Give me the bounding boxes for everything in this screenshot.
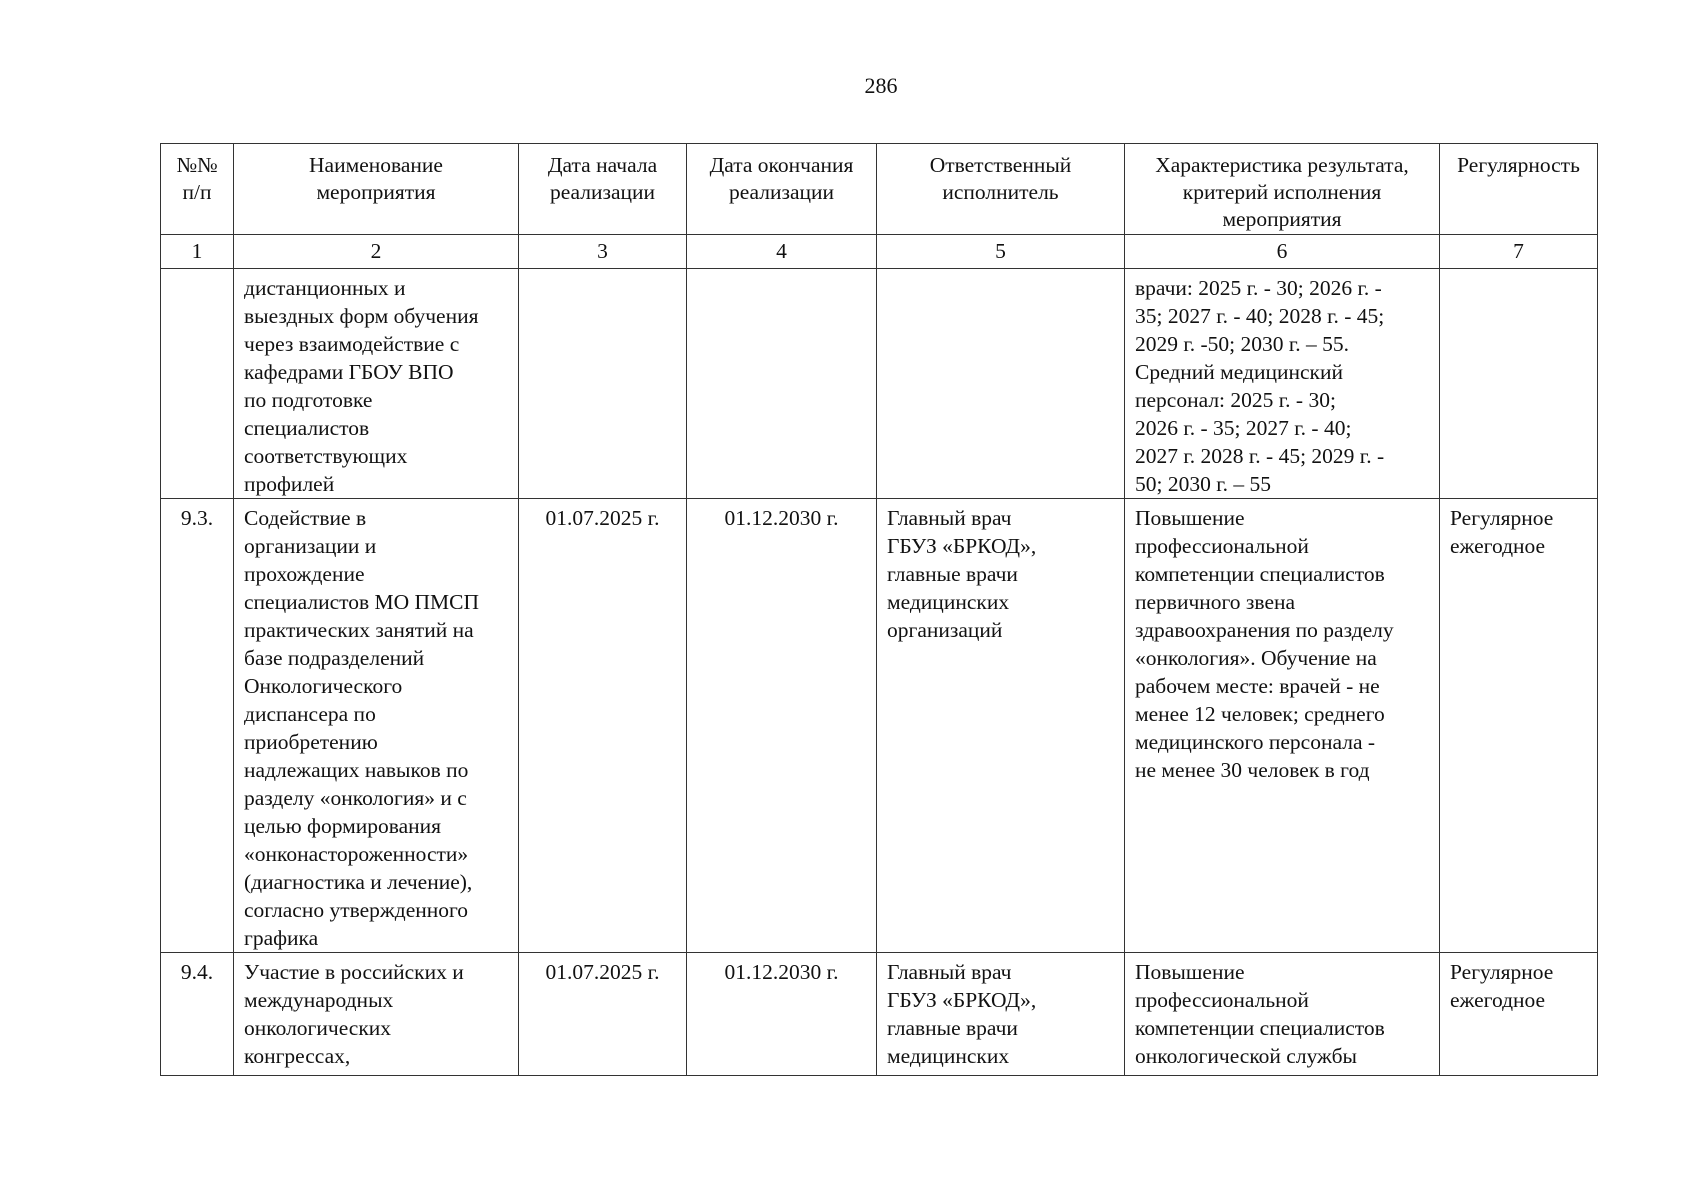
column-number: 6	[1125, 235, 1440, 269]
result: Повышение профессиональной компетенции специалистов онкологической службы	[1125, 953, 1440, 1076]
row-number: 9.4.	[161, 953, 234, 1076]
regularity: Регулярное ежегодное	[1440, 953, 1598, 1076]
column-number: 1	[161, 235, 234, 269]
header-activity-name: Наименование мероприятия	[234, 144, 519, 235]
responsible	[877, 269, 1125, 499]
responsible: Главный врач ГБУЗ «БРКОД», главные врачи медицинских организаций	[877, 499, 1125, 953]
column-number: 5	[877, 235, 1125, 269]
regularity: Регулярное ежегодное	[1440, 499, 1598, 953]
responsible: Главный врач ГБУЗ «БРКОД», главные врачи медицинских	[877, 953, 1125, 1076]
header-start-date: Дата начала реализации	[519, 144, 687, 235]
activity-name: Участие в российских и международных онкологических конгрессах,	[234, 953, 519, 1076]
end-date: 01.12.2030 г.	[687, 953, 877, 1076]
activity-name: Содействие в организации и прохождение специалистов МО ПМСП практических занятий на базе подразделений Онкологического диспансера по приобретению надлежащих навыков по разделу «онкология» и с целью формирования «онконастороженности» (диагностика и лечение), согласно утвержденного графика	[234, 499, 519, 953]
table-row	[161, 953, 1598, 1076]
column-number: 4	[687, 235, 877, 269]
header-end-date: Дата окончания реализации	[687, 144, 877, 235]
column-number: 7	[1440, 235, 1598, 269]
header-result: Характеристика результата, критерий исполнения мероприятия	[1125, 144, 1440, 235]
start-date: 01.07.2025 г.	[519, 953, 687, 1076]
page-number: 286	[864, 73, 898, 98]
row-number	[161, 269, 234, 499]
end-date	[687, 269, 877, 499]
header-regularity: Регулярность	[1440, 144, 1598, 235]
start-date: 01.07.2025 г.	[519, 499, 687, 953]
column-number: 2	[234, 235, 519, 269]
activity-name: дистанционных и выездных форм обучения через взаимодействие с кафедрами ГБОУ ВПО по подготовке специалистов соответствующих профилей	[234, 269, 519, 499]
result: Повышение профессиональной компетенции специалистов первичного звена здравоохранения по разделу «онкология». Обучение на рабочем месте: врачей - не менее 12 человек; среднего медицинского персонала - не менее 30 человек в год	[1125, 499, 1440, 953]
result: врачи: 2025 г. - 30; 2026 г. - 35; 2027 г. - 40; 2028 г. - 45; 2029 г. -50; 2030 г. – 55. Средний медицинский персонал: 2025 г. - 30; 2026 г. - 35; 2027 г. - 40; 2027 г. 2028 г. - 45; 2029 г. - 50; 2030 г. – 55	[1125, 269, 1440, 499]
table-row	[161, 499, 1598, 953]
header-responsible: Ответственный исполнитель	[877, 144, 1125, 235]
end-date: 01.12.2030 г.	[687, 499, 877, 953]
column-number-row	[161, 235, 1598, 269]
row-number: 9.3.	[161, 499, 234, 953]
table-header-row	[161, 144, 1598, 235]
start-date	[519, 269, 687, 499]
header-number: №№ п/п	[161, 144, 234, 235]
activities-table	[160, 143, 1598, 1076]
regularity	[1440, 269, 1598, 499]
column-number: 3	[519, 235, 687, 269]
table-row	[161, 269, 1598, 499]
